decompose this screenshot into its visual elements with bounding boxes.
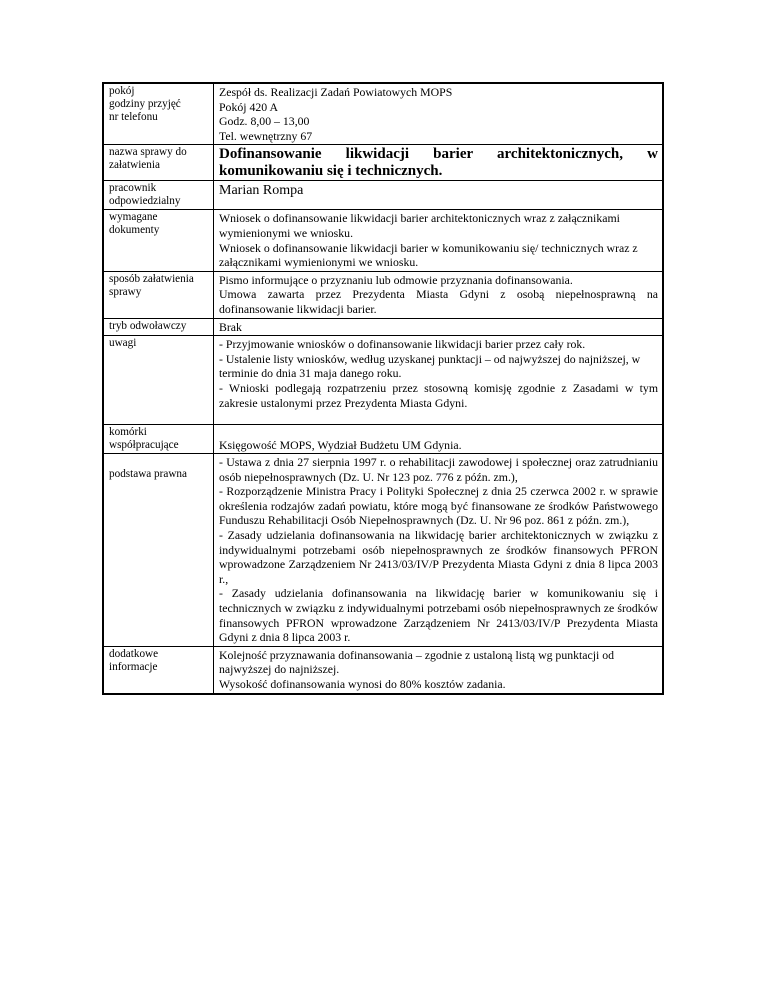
- value-contact: [214, 83, 664, 145]
- row-additional-info: [103, 646, 663, 693]
- row-remarks: [103, 336, 663, 425]
- label-documents: wymagane dokumenty: [103, 210, 214, 271]
- row-contact: [103, 83, 663, 145]
- label-responsible: pracownik odpowiedzialny: [103, 181, 214, 210]
- phone-number: Tel. wewnętrzny 67: [219, 128, 313, 143]
- value-responsible: [214, 181, 664, 210]
- row-case-name: [103, 145, 663, 181]
- document-page: [102, 82, 664, 695]
- value-legal-basis: - Ustawa z dnia 27 sierpnia 1997 r. o rehabilitacji zawodowej i społecznej oraz zatrudnianiu osób niepełnosprawnych (Dz. U. Nr 123 poz. 776 z późn. zm.), - Rozporządzenie Ministra Pracy i Polityki Społecznej z dnia 25 czerwca 2002 r. w sprawie określenia rodzajów zadań powiatu, które mogą być finansowane ze środków Państwowego Funduszu Rehabilitacji Osób Niepełnosprawnych (Dz. U. Nr 96 poz. 861 z późn. zm.), - Zasady udzielania dofinansowania na likwidację barier architektonicznych w związku z indywidualnymi potrzebami osób niepełnosprawnych ze środków finansowych PFRON wprowadzone Zarządzeniem Nr 2413/03/IV/P Prezydenta Miasta Gdyni z dnia 8 lipca 2003 r., - Zasady udzielania dofinansowania na likwidację barier w komunikowaniu się i technicznych w związku z indywidualnymi potrzebami osób niepełnosprawnych ze środków finansowych PFRON wprowadzone Zarządzeniem Nr 2413/03/IV/P Prezydenta Miasta Gdyni z dnia 8 lipca 2003 r.: [214, 454, 664, 647]
- label-contact: pokój godziny przyjęć nr telefonu: [103, 83, 214, 145]
- row-legal-basis: [103, 454, 663, 647]
- office-hours: Godz. 8,00 – 13,00: [219, 114, 310, 129]
- responsible-person: Marian Rompa: [219, 183, 304, 199]
- label-legal-basis: podstawa prawna: [103, 454, 214, 647]
- value-resolution: Pismo informujące o przyznaniu lub odmowie przyznania dofinansowania. Umowa zawarta przez Prezydenta Miasta Gdyni z osobą niepełnosprawną na dofinansowanie likwidacji barier.: [214, 271, 664, 318]
- value-case-name: [214, 145, 664, 181]
- value-appeal: Brak: [214, 318, 664, 336]
- value-cooperating: Księgowość MOPS, Wydział Budżetu UM Gdynia.: [214, 425, 664, 454]
- info-table: [102, 82, 664, 695]
- value-documents: Wniosek o dofinansowanie likwidacji barier architektonicznych wraz z załącznikami wymienionymi we wniosku. Wniosek o dofinansowanie likwidacji barier w komunikowaniu się/ technicznych wraz z załącznikami wymienionymi we wniosku.: [214, 210, 664, 271]
- row-resolution: [103, 271, 663, 318]
- row-cooperating: [103, 425, 663, 454]
- row-responsible: [103, 181, 663, 210]
- case-title: Dofinansowanie likwidacji barier architektonicznych, w komunikowaniu się i technicznych.: [219, 146, 658, 179]
- value-additional-info: Kolejność przyznawania dofinansowania – zgodnie z ustaloną listą wg punktacji od najwyższej do najniższej. Wysokość dofinansowania wynosi do 80% kosztów zadania.: [214, 646, 664, 693]
- label-remarks: uwagi: [103, 336, 214, 425]
- label-appeal: tryb odwoławczy: [103, 318, 214, 336]
- label-resolution: sposób załatwienia sprawy: [103, 271, 214, 318]
- label-cooperating: komórki współpracujące: [103, 425, 214, 454]
- row-documents: [103, 210, 663, 271]
- label-additional-info: dodatkowe informacje: [103, 646, 214, 693]
- room-number: Pokój 420 A: [219, 99, 278, 114]
- office-name: Zespół ds. Realizacji Zadań Powiatowych MOPS: [219, 85, 453, 99]
- value-remarks: - Przyjmowanie wniosków o dofinansowanie likwidacji barier przez cały rok. - Ustalenie listy wniosków, według uzyskanej punktacji – od najwyższej do najniższej, w terminie do dnia 31 maja danego roku. - Wnioski podlegają rozpatrzeniu przez stosowną komisję zgodnie z Zasadami w tym zakresie ustalonymi przez Prezydenta Miasta Gdyni.: [214, 336, 664, 425]
- row-appeal: [103, 318, 663, 336]
- label-case-name: nazwa sprawy do załatwienia: [103, 145, 214, 181]
